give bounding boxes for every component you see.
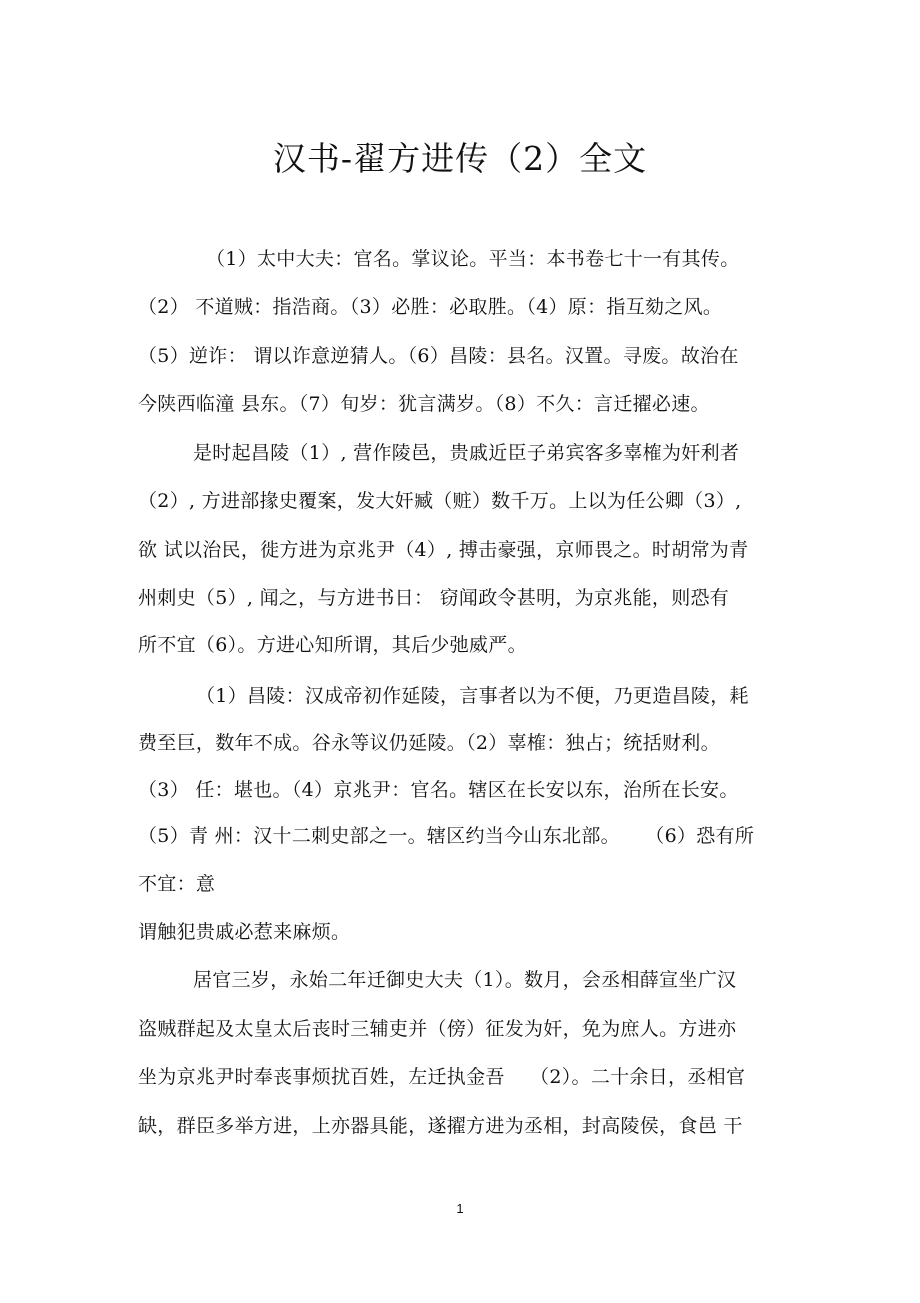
text-line: 不宜：意 xyxy=(138,873,216,895)
page-number: 1 xyxy=(456,1201,464,1216)
document-title: 汉书-翟方进传（2）全文 xyxy=(272,139,648,178)
text-line: 盗贼群起及太皇太后丧时三辅吏并（傍）征发为奸，免为庶人。方进亦 xyxy=(138,1018,737,1040)
text-line: 所不宜（6）。方进心知所谓，其后少弛威严。 xyxy=(138,634,527,656)
text-line: （5）青 州：汉十二刺史部之一。辖区约当今山东北部。 （6）恐有所 xyxy=(138,825,755,847)
text-line: 欲 试以治民，徙方进为京兆尹（4）, 搏击豪强，京师畏之。时胡常为青 xyxy=(138,539,749,561)
text-line: 州刺史（5）, 闻之，与方进书日： 窃闻政令甚明，为京兆能，则恐有 xyxy=(138,587,730,609)
text-line: 坐为京兆尹时奉丧事烦扰百姓，左迁执金吾 （2）。二十余日，丞相官 xyxy=(138,1066,746,1088)
text-line: 费至巨，数年不成。谷永等议仍延陵。（2）辜榷：独占；统括财利。 xyxy=(138,732,720,754)
text-line: 今陕西临潼 县东。（7）旬岁：犹言满岁。（8）不久：言迁擢必速。 xyxy=(138,393,710,415)
text-line: 谓触犯贵戚必惹来麻烦。 xyxy=(138,921,351,943)
text-line: （1）太中大夫：官名。掌议论。平当：本书卷七十一有其传。 xyxy=(206,248,740,270)
text-line: 居官三岁，永始二年迁御史大夫（1）。数月，会丞相薛宣坐广汉 xyxy=(193,969,737,991)
text-line: （5）逆诈： 谓以诈意逆猜人。（6）昌陵：县名。汉置。寻废。故治在 xyxy=(138,345,739,367)
text-line: 缺，群臣多举方进，上亦器具能，遂擢方进为丞相，封高陵侯，食邑 干 xyxy=(138,1115,743,1137)
text-line: （2）, 方进部掾史覆案，发大奸臧（赃）数千万。上以为任公卿（3）, xyxy=(138,490,742,512)
text-line: （2） 不道贼：指浩商。（3）必胜：必取胜。（4）原：指互劾之风。 xyxy=(138,296,723,318)
text-line: （3） 任：堪也。（4）京兆尹：官名。辖区在长安以东，治所在长安。 xyxy=(138,779,739,801)
text-line: 是时起昌陵（1）, 营作陵邑，贵戚近臣子弟宾客多辜榷为奸利者 xyxy=(193,442,740,464)
text-line: （1）昌陵：汉成帝初作延陵，言事者以为不便，乃更造昌陵，耗 xyxy=(196,685,749,707)
